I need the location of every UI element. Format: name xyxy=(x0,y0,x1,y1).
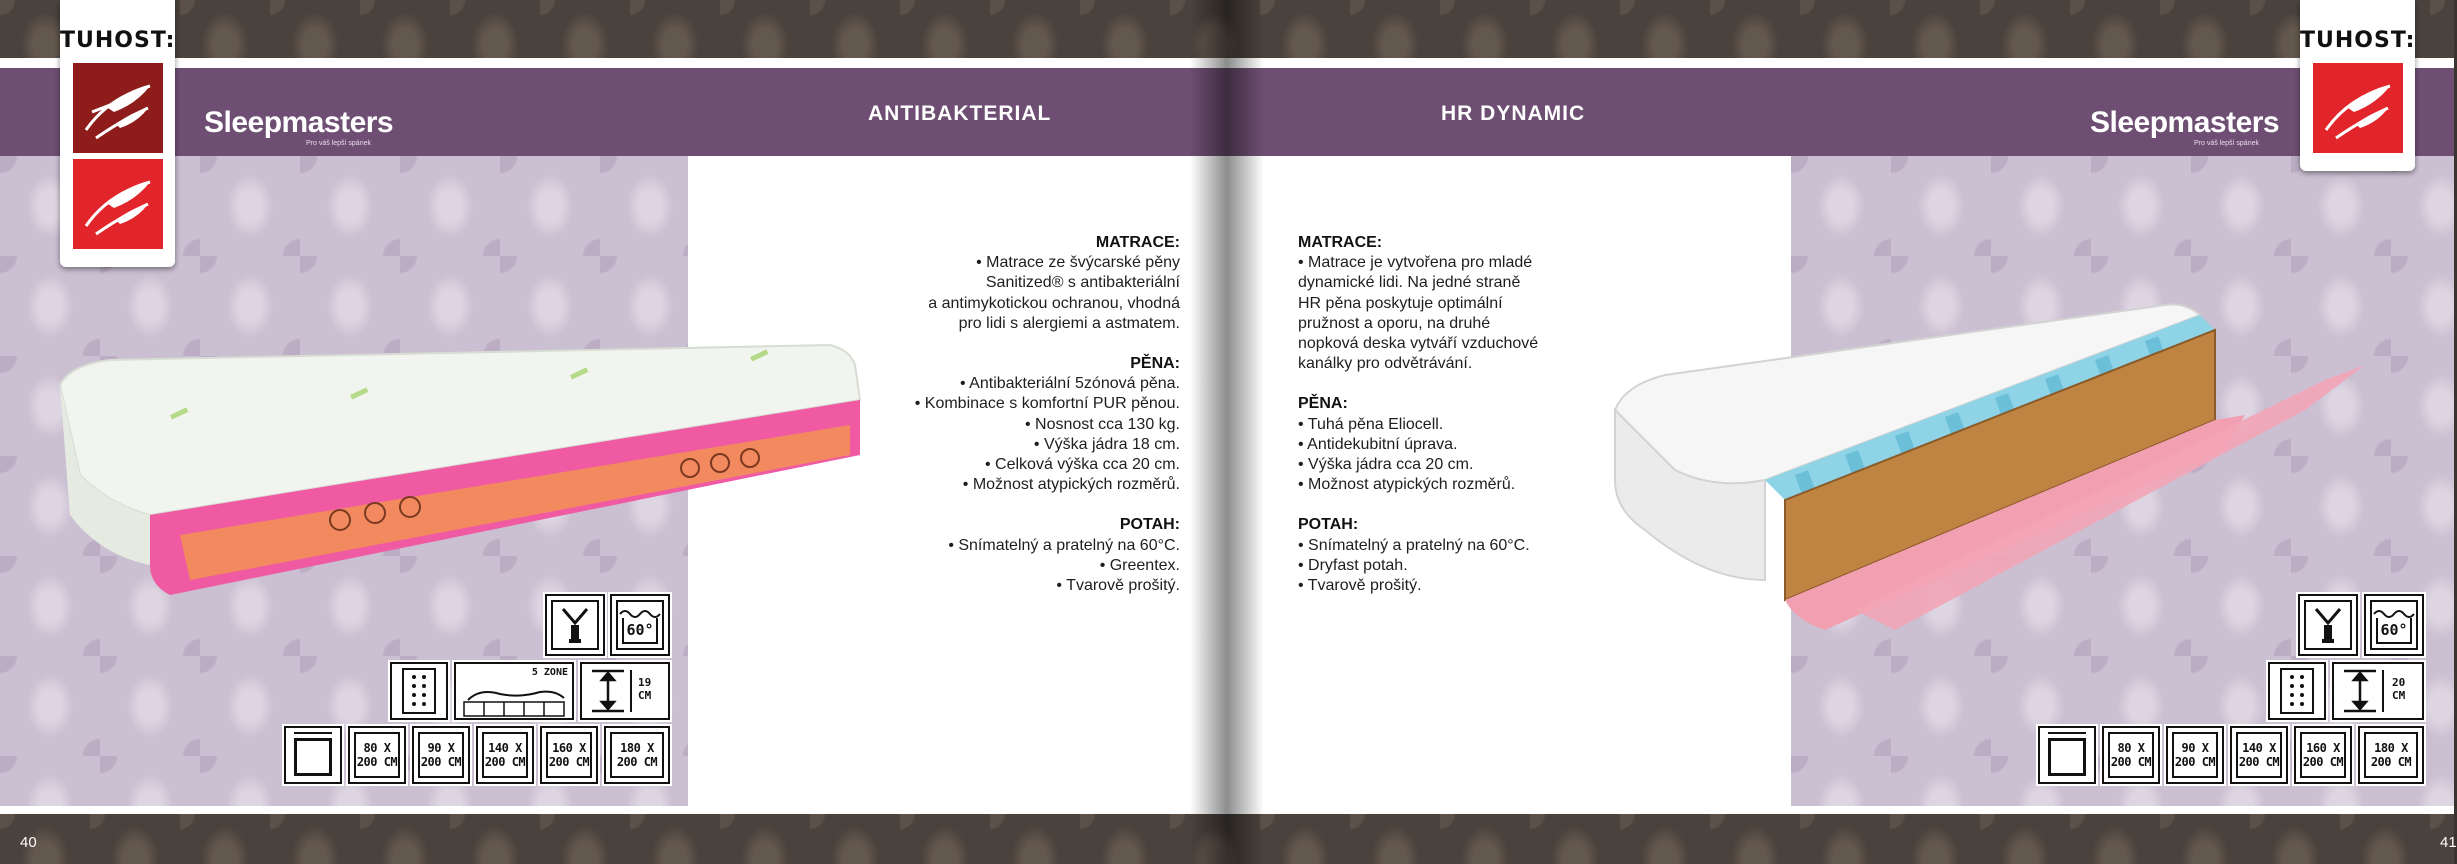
size-180x200-icon: 180 X 200 CM xyxy=(2358,726,2424,784)
text-line: • Tvarově prošitý. xyxy=(1056,577,1180,595)
text-line: dynamické lidi. Na jedné straně xyxy=(1298,274,1521,292)
text-line: • Dryfast potah. xyxy=(1298,556,1408,574)
size-140x200-icon: 140 X 200 CM xyxy=(2230,726,2288,784)
text-line: • Snímatelný a pratelný na 60°C. xyxy=(1298,536,1530,554)
text-line: • Matrace je vytvořena pro mladé xyxy=(1298,254,1533,272)
feather-icon xyxy=(73,159,163,249)
size-90x200-icon: 90 X 200 CM xyxy=(412,726,470,784)
antibakterial-description xyxy=(880,233,1180,596)
height-value: 20 xyxy=(2392,676,2406,689)
height-icon xyxy=(2332,662,2424,720)
brand-logo-left: Sleepmasters xyxy=(204,106,394,139)
text-line: • Výška jádra 18 cm. xyxy=(1033,435,1180,453)
stiffness-label: TUHOST: xyxy=(60,28,176,53)
stiffness-label: TUHOST: xyxy=(2300,28,2416,53)
quilting-icon xyxy=(390,662,448,720)
section-heading-potah: POTAH: xyxy=(1298,516,1359,534)
mattress-antibakterial-image xyxy=(50,305,870,615)
section-heading-pena: PĚNA: xyxy=(1130,355,1180,373)
text-line: nopková deska vytváří vzduchové xyxy=(1298,335,1539,353)
page-number-right: 41 xyxy=(2440,834,2457,851)
height-unit: CM xyxy=(2392,689,2406,702)
bottom-white-rule xyxy=(0,806,2454,814)
text-line: • Možnost atypických rozměrů. xyxy=(962,476,1180,494)
wash-temp-label: 60° xyxy=(2380,620,2408,639)
text-line: HR pěna poskytuje optimální xyxy=(1298,294,1503,312)
dimensions-icon xyxy=(284,726,342,784)
text-line: • Možnost atypických rozměrů. xyxy=(1298,476,1516,494)
brand-tagline-left: Pro váš lepší spánek xyxy=(306,140,371,147)
text-line: • Výška jádra cca 20 cm. xyxy=(1298,456,1474,474)
size-80x200-icon: 80 X 200 CM xyxy=(348,726,406,784)
text-line: • Tuhá pěna Eliocell. xyxy=(1298,415,1444,433)
zones-icon xyxy=(454,662,574,720)
top-damask-band xyxy=(0,0,2454,58)
brand-tagline-right: Pro váš lepší spánek xyxy=(2194,140,2259,147)
zipper-icon xyxy=(2298,594,2358,656)
wash-60-icon xyxy=(2364,594,2424,656)
text-line: a antimykotickou ochranou, vhodná xyxy=(928,294,1180,312)
text-line: • Greentex. xyxy=(1099,556,1180,574)
height-value: 19 xyxy=(638,676,652,689)
section-heading-pena: PĚNA: xyxy=(1298,395,1348,413)
section-heading-matrace: MATRACE: xyxy=(1298,234,1383,251)
section-heading-potah: POTAH: xyxy=(1119,516,1180,534)
text-line: • Kombinace s komfortní PUR pěnou. xyxy=(914,395,1180,413)
text-line: • Antidekubitní úprava. xyxy=(1298,435,1458,453)
top-white-rule xyxy=(0,58,2454,68)
text-line: • Snímatelný a pratelný na 60°C. xyxy=(948,536,1180,554)
brand-logo-right: Sleepmasters xyxy=(2090,106,2280,139)
feather-icon xyxy=(2313,63,2403,153)
text-line: pro lidi s alergiemi a astmatem. xyxy=(958,314,1180,332)
product-title-left: ANTIBAKTERIAL xyxy=(868,102,1052,125)
size-180x200-icon: 180 X 200 CM xyxy=(604,726,670,784)
text-line: Sanitized® s antibakteriální xyxy=(985,274,1180,292)
feather-icon xyxy=(73,63,163,153)
text-line: • Matrace ze švýcarské pěny xyxy=(976,254,1180,272)
text-line: • Celková výška cca 20 cm. xyxy=(985,456,1180,474)
quilting-icon xyxy=(2268,662,2326,720)
height-icon xyxy=(580,662,670,720)
dimensions-icon xyxy=(2038,726,2096,784)
zipper-icon xyxy=(545,594,605,656)
stiffness-badge-left xyxy=(60,0,175,267)
text-line: • Nosnost cca 130 kg. xyxy=(1024,415,1180,433)
text-line: • Antibakteriální 5zónová pěna. xyxy=(960,375,1180,393)
size-140x200-icon: 140 X 200 CM xyxy=(476,726,534,784)
height-unit: CM xyxy=(638,689,652,702)
size-90x200-icon: 90 X 200 CM xyxy=(2166,726,2224,784)
hr-dynamic-description xyxy=(1298,233,1598,596)
wash-temp-label: 60° xyxy=(626,620,654,639)
text-line: pružnost a oporu, na druhé xyxy=(1298,314,1491,332)
stiffness-badge-right xyxy=(2300,0,2415,171)
text-line: kanálky pro odvětrávání. xyxy=(1298,355,1473,373)
zones-label: 5 ZONE xyxy=(531,667,568,678)
wash-60-icon xyxy=(610,594,670,656)
size-160x200-icon: 160 X 200 CM xyxy=(2294,726,2352,784)
product-title-right: HR DYNAMIC xyxy=(1441,102,1586,125)
size-160x200-icon: 160 X 200 CM xyxy=(540,726,598,784)
section-heading-matrace: MATRACE: xyxy=(1095,234,1180,251)
bottom-damask-band xyxy=(0,814,2454,864)
page-number-left: 40 xyxy=(20,834,37,851)
size-80x200-icon: 80 X 200 CM xyxy=(2102,726,2160,784)
text-line: • Tvarově prošitý. xyxy=(1298,577,1422,595)
